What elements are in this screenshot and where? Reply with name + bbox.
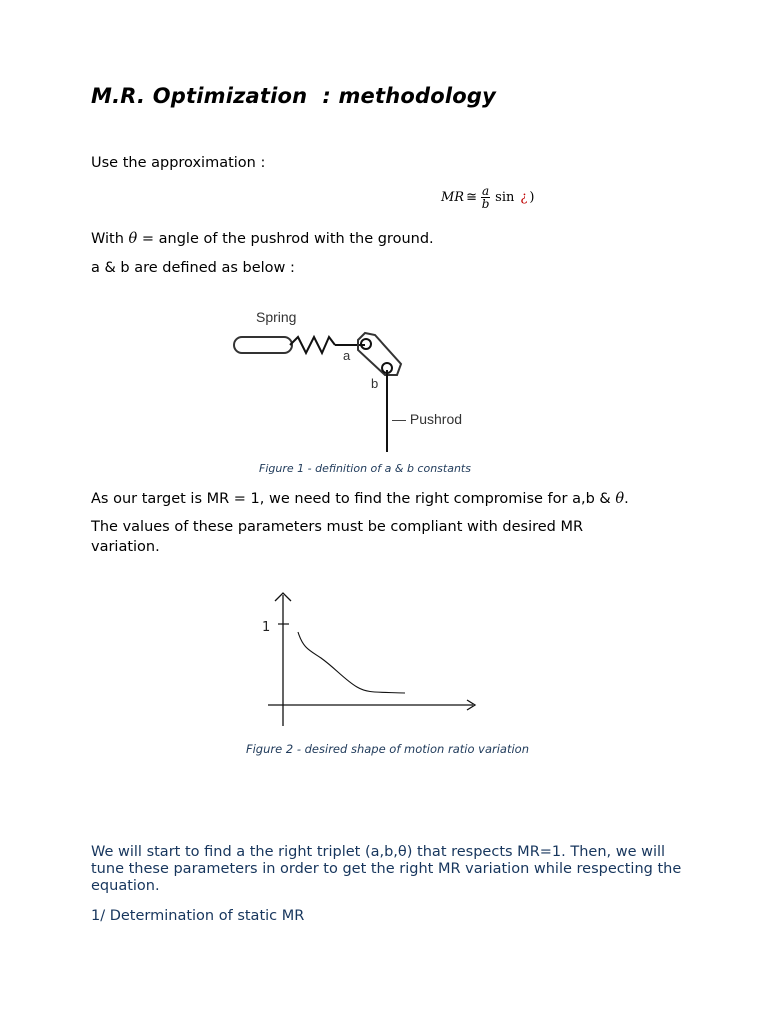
figure2-caption: Figure 2 - desired shape of motion ratio variation — [246, 742, 529, 756]
target-text — [91, 489, 629, 509]
equation-lhs: MR — [441, 190, 465, 205]
equation-argument: ¿ — [520, 190, 528, 205]
theta-definition — [91, 229, 434, 249]
target-line-post: . — [624, 491, 629, 507]
equation-fraction — [481, 185, 490, 210]
figure1-diagram — [225, 300, 485, 460]
a-label: a — [343, 348, 351, 363]
start-paragraph: We will start to find a the right triplet (a,b,θ) that respects MR=1. Then, we will tune these parameters in order to get the right MR variation while respecting the equation. — [91, 844, 682, 894]
mr-equation — [441, 185, 534, 210]
equation-approx-sign: ≅ — [466, 190, 478, 205]
intro-text: Use the approximation : — [91, 155, 266, 171]
theta-symbol: θ — [128, 231, 138, 247]
theta-line-post: = angle of the pushrod with the ground. — [137, 231, 434, 247]
ab-definition-text: a & b are defined as below : — [91, 260, 295, 276]
b-label: b — [371, 376, 379, 391]
spring-label: Spring — [256, 309, 297, 325]
mr-curve — [298, 632, 405, 693]
spring-coil — [290, 337, 335, 353]
figure2-sketch — [255, 588, 485, 733]
target-theta-symbol: θ — [615, 491, 625, 507]
equation-numerator: a — [482, 184, 490, 198]
theta-line-pre: With — [91, 231, 129, 247]
pushrod-label: — Pushrod — [392, 411, 463, 427]
page-title: M.R. Optimization : methodology — [91, 84, 497, 108]
target-line-pre: As our target is MR = 1, we need to find the right compromise for a,b & — [91, 491, 616, 507]
spring-cylinder — [234, 337, 292, 353]
figure1-caption: Figure 1 - definition of a & b constants — [259, 462, 471, 474]
equation-denominator: b — [481, 197, 490, 211]
values-text: The values of these parameters must be compliant with desired MR variation. — [91, 519, 584, 555]
equation-close-paren: ) — [529, 190, 535, 205]
y-tick-label: 1 — [262, 620, 271, 635]
section-heading: 1/ Determination of static MR — [91, 908, 305, 924]
equation-function: sin — [495, 190, 515, 205]
